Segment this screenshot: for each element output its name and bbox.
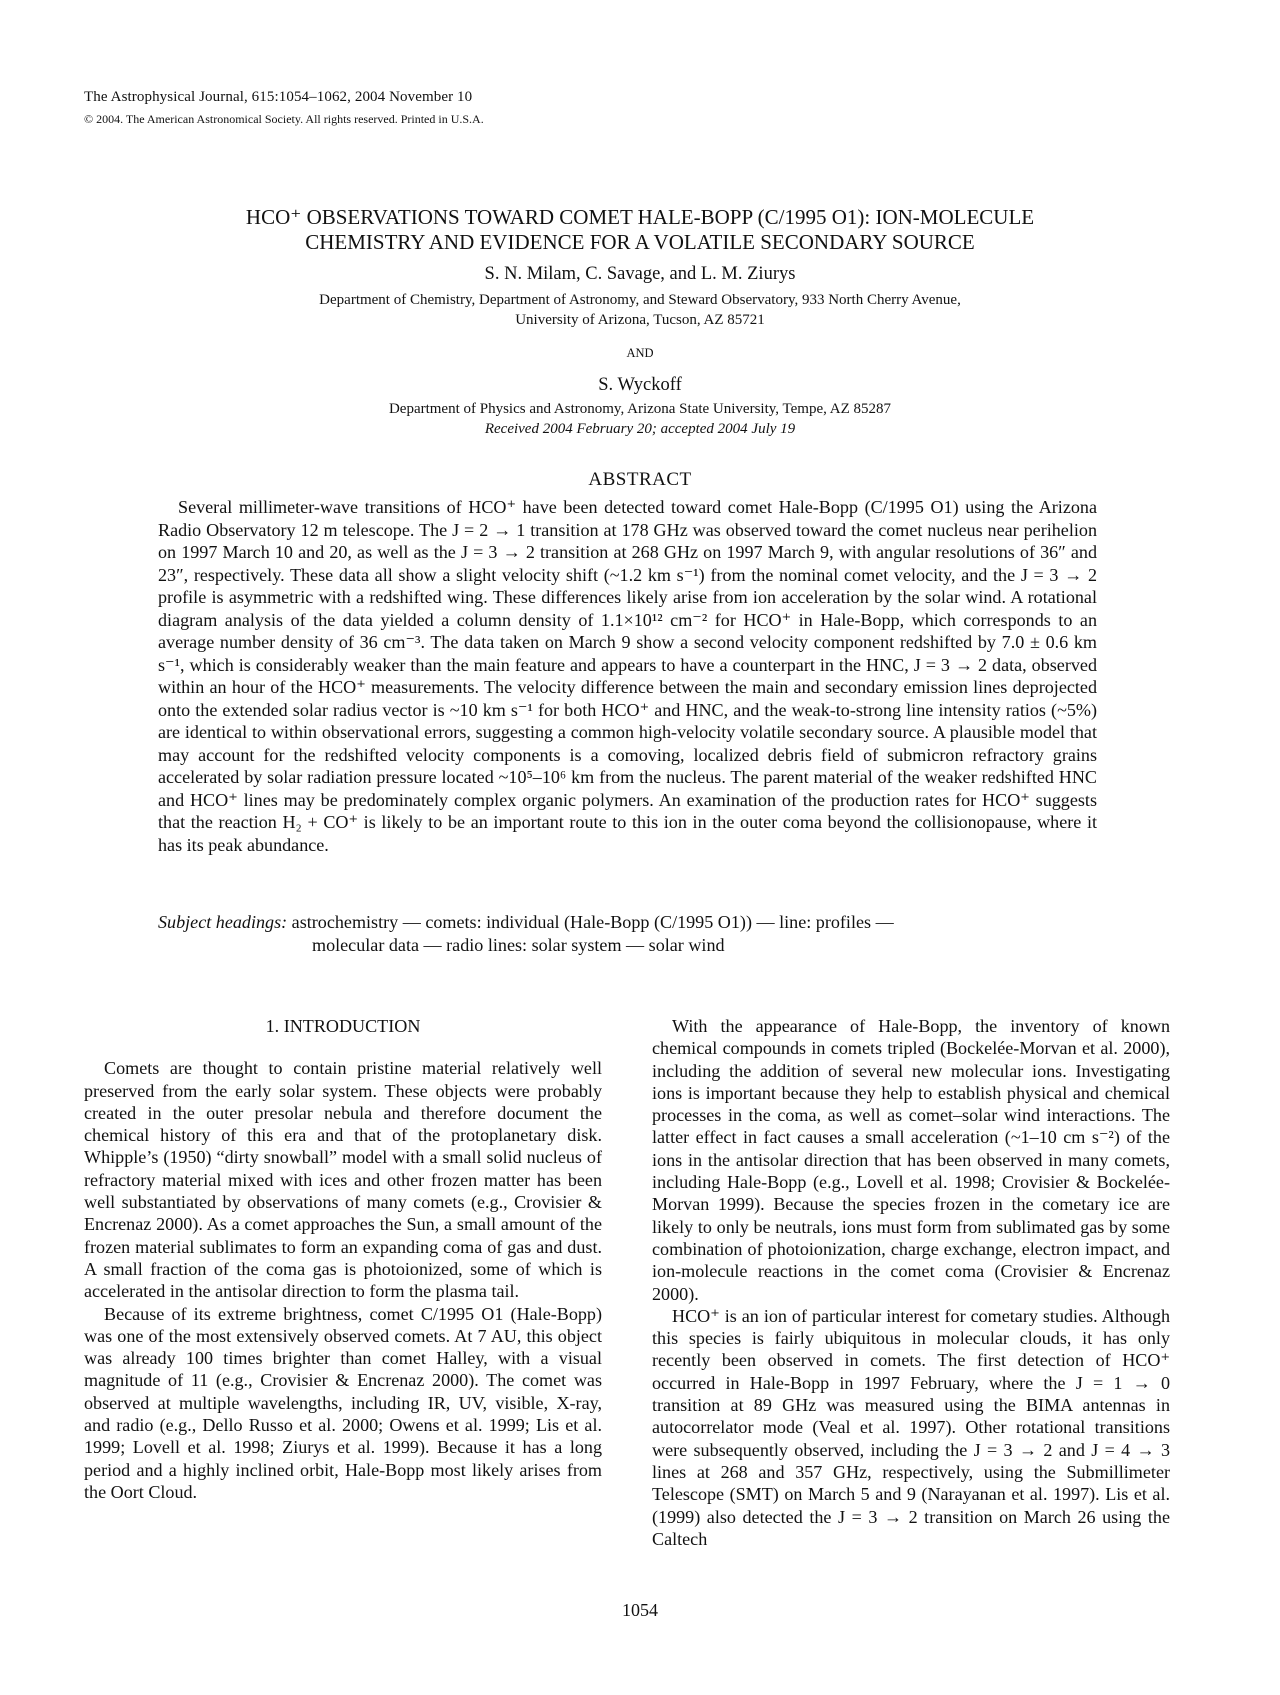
author-names: S. N. Milam, C. Savage, and L. M. Ziurys [484,264,796,284]
abstract-text: Several millimeter-wave transitions of HCO⁺ have been detected toward comet Hale-Bopp (C/1995 O1) using the Arizona Radio Observatory 12 m telescope. The J = 2 → 1 transition at 178 GHz was observed toward the comet nucleus near perihelion on 1997 March 10 and 20, as well as the J = 3 → 2 transition at 268 GHz on 1997 March 9, with angular resolutions of 36″ and 23″, respectively. These data all show a slight velocity shift (~1.2 km s⁻¹) from the nominal comet velocity, and the J = 3 → 2 profile is asymmetric with a redshifted wing. These differences likely arise from ion acceleration by the solar wind. A rotational diagram analysis of the data yielded a column density of 1.1×10¹² cm⁻² for HCO⁺ in Hale-Bopp, which corresponds to an average number density of 36 cm⁻³. The data taken on March 9 show a second velocity component redshifted by 7.0 ± 0.6 km s⁻¹, which is considerably weaker than the main feature and appears to have a counterpart in the HNC, J = 3 → 2 data, observed within an hour of the HCO⁺ measurements. The velocity difference between the main and secondary emission lines deprojected onto the extended solar radius vector is ~10 km s⁻¹ for both HCO⁺ and HNC, and the weak-to-strong line intensity ratios (~5%) are identical to within observational errors, suggesting a common high-velocity volatile secondary source. A plausible model that may account for the redshifted velocity components is a comoving, localized debris field of submicron refractory grains accelerated by solar radiation pressure located ~10⁵–10⁶ km from the nucleus. The parent material of the weaker redshifted HNC and HCO⁺ lines may be predominately complex organic polymers. An examination of the production rates for HCO⁺ suggests that the reaction H₂ + CO⁺ is likely to be an important route to this ion in the outer coma beyond the collisionopause, where it has its peak abundance. [158,497,1097,855]
subject-headings-label: Subject headings: [158,912,288,932]
and-separator: AND [626,346,654,360]
section-heading: 1. INTRODUCTION [265,1016,421,1036]
subject-headings-line-1: astrochemistry — comets: individual (Hale-Bopp (C/1995 O1)) — line: profiles — [291,912,894,932]
title-line-2: CHEMISTRY AND EVIDENCE FOR A VOLATILE SECONDARY SOURCE [305,230,975,254]
body-paragraph: HCO⁺ is an ion of particular interest for cometary studies. Although this species is fairly ubiquitous in molecular clouds, it has only recently been observed in comets. The first detection of HCO⁺ occurred in Hale-Bopp in 1997 February, where the J = 1 → 0 transition at 89 GHz was measured using the BIMA antennas in autocorrelator mode (Veal et al. 1997). Other rotational transitions were subsequently observed, including the J = 3 → 2 and J = 4 → 3 lines at 268 and 357 GHz, respectively, using the Submillimeter Telescope (SMT) on March 5 and 9 (Narayanan et al. 1997). Lis et al. (1999) also detected the J = 3 → 2 transition on March 26 using the Caltech [652,1305,1170,1549]
page-number: 1054 [622,1600,658,1620]
body-paragraph: Because of its extreme brightness, comet C/1995 O1 (Hale-Bopp) was one of the most extensively observed comets. At 7 AU, this object was already 100 times brighter than comet Halley, with a visual magnitude of 11 (e.g., Crovisier & Encrenaz 2000). The comet was observed at multiple wavelengths, including IR, UV, visible, X-ray, and radio (e.g., Dello Russo et al. 2000; Owens et al. 1999; Lis et al. 1999; Lovell et al. 1998; Ziurys et al. 1999). Because it has a long period and a highly inclined orbit, Hale-Bopp most likely arises from the Oort Cloud. [84,1303,602,1502]
body-paragraph: Comets are thought to contain pristine material relatively well preserved from the early solar system. These objects were probably created in the outer presolar nebula and therefore document the chemical history of this era and that of the protoplanetary disk. Whipple’s (1950) “dirty snowball” model with a small solid nucleus of refractory material mixed with ices and other frozen matter has been well substantiated by observations of many comets (e.g., Crovisier & Encrenaz 2000). As a comet approaches the Sun, a small amount of the frozen material sublimates to form an expanding coma of gas and dust. A small fraction of the coma gas is photoionized, some of which is accelerated in the antisolar direction to form the plasma tail. [84,1058,602,1302]
second-author: S. Wyckoff [598,375,682,395]
title-line-1: HCO⁺ OBSERVATIONS TOWARD COMET HALE-BOPP (C/1995 O1): ION-MOLECULE [245,205,1035,229]
abstract-heading: ABSTRACT [588,469,692,490]
affiliation-2-line: Department of Physics and Astronomy, Arizona State University, Tempe, AZ 85287 [388,401,892,417]
affiliation-1-line-1: Department of Chemistry, Department of Astronomy, and Steward Observatory, 933 North Cherry Avenue, [319,292,961,308]
copyright-notice: © 2004. The American Astronomical Society. All rights reserved. Printed in U.S.A. [84,112,484,126]
subject-headings-line-2: molecular data — radio lines: solar system — solar wind [312,934,725,955]
affiliation-2 [140,399,1140,439]
subject-headings [158,911,1097,956]
received-dates: Received 2004 February 20; accepted 2004 July 19 [484,421,796,437]
affiliation-1-line-2: University of Arizona, Tucson, AZ 85721 [515,312,765,328]
journal-citation [84,89,472,106]
affiliation-1 [140,290,1140,330]
left-column [84,1015,602,1503]
body-paragraph: With the appearance of Hale-Bopp, the inventory of known chemical compounds in comets tripled (Bockelée-Morvan et al. 2000), including the addition of several new molecular ions. Investigating ions is important because they help to establish physical and chemical processes in the coma, as well as comet–solar wind interactions. The latter effect in fact causes a small acceleration (~1–10 cm s⁻²) of the ions in the antisolar direction that has been observed in many comets, including Hale-Bopp (e.g., Lovell et al. 1998; Crovisier & Bockelée-Morvan 1999). Because the species frozen in the cometary ice are likely to only be neutrals, ions must form from sublimated gas by some combination of photoionization, charge exchange, electron impact, and ion-molecule reactions in the comet coma (Crovisier & Encrenaz 2000). [652,1016,1170,1304]
author-list [140,264,1140,285]
right-column [652,1015,1170,1550]
journal-citation-text: The Astrophysical Journal, 615:1054–1062, 2004 November 10 [84,89,473,105]
paper-title [140,205,1140,255]
